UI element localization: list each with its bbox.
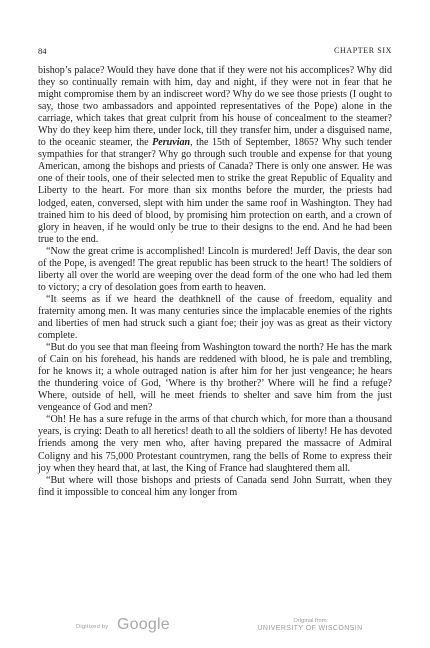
paragraph: “Now the great crime is accomplished! Lincoln is murdered! Jeff Davis, the dear son of the Pope, is avenged! The great republic has been struck to the heart! The soldiers of liberty all over the world are weeping over the dead form of the one who had led them to victory; a cry of desolation goes from earth to heaven.	[38, 245, 392, 293]
original-from-label: Original from	[293, 618, 327, 624]
paragraph: bishop’s palace? Would they have done that if they were not his accomplices? Why did they so continually remain with him, day and night, if they were not in fear that he might compromise them by an indiscreet word? Why do we see those priests (I ought to say, those two ambassadors and appointed representatives of the Pope) alone in the carriage, which takes that great culprit from his house of concealment to the steamer? Why do they keep him there, under lock, till they transfer him, under a disguised name, to the oceanic steamer, the Peruvian, the 15th of September, 1865? Why such tender sympathies for that stranger? Why go through such trouble and expense for that young American, among the bishops and priests of Canada? There is only one answer. He was one of their tools, one of their selected men to strike the great Republic of Equality and Liberty to the heart. For more than six months before the murder, the priests had lodged, eaten, conversed, slept with him under the same roof in Washington. They had trained him to his deed of blood, by promising him protection on earth, and a crown of glory in heaven, if he would only be true to their designs to the end. And he had been true to the end.	[38, 65, 393, 245]
paragraph: “But where will those bishops and priests of Canada send John Surratt, when they find it impossible to conceal him any longer from	[38, 474, 392, 498]
paragraph: “But do you see that man fleeing from Washington toward the north? He has the mark of Cain on his forehead, his hands are reddened with blood, he is pale and trembling, for he knows it; a whole outraged nation is after him for her just vengeance; he hears the thundering voice of God, ‘Where is thy brother?’ Where will he find a refuge? Where, outside of hell, will he meet friends to shelter and save him from the just vengeance of God and men?	[38, 342, 392, 414]
paragraph: “It seems as if we heard the deathknell of the cause of freedom, equality and fraternity among men. It was many centuries since the implacable enemies of the rights and liberties of men had struck such a giant foe; their joy was as great as their victory complete.	[38, 293, 392, 342]
ship-name: Peruvian	[152, 137, 191, 149]
source-institution: UNIVERSITY OF WISCONSIN	[257, 625, 363, 632]
page-number: 84	[38, 46, 47, 56]
digitized-by-label: Digitized by	[76, 624, 109, 630]
paragraph: “Oh! He has a sure refuge in the arms of that church which, for more than a thousand years, is crying: Death to all heretics! death to all the soldiers of liberty! He has devoted friends among the very men who, after having prepared the massacre of Admiral Coligny and his 75,000 Protestant countrymen, rang the bells of Rome to express their joy when they heard that, at last, the King of France had slaughtered them all.	[38, 414, 392, 474]
body-text	[38, 65, 392, 499]
digitization-footer	[0, 618, 430, 644]
google-logo: Google	[117, 616, 170, 633]
chapter-title: CHAPTER SIX	[334, 46, 392, 55]
original-source	[255, 618, 365, 632]
page-header	[38, 46, 392, 58]
